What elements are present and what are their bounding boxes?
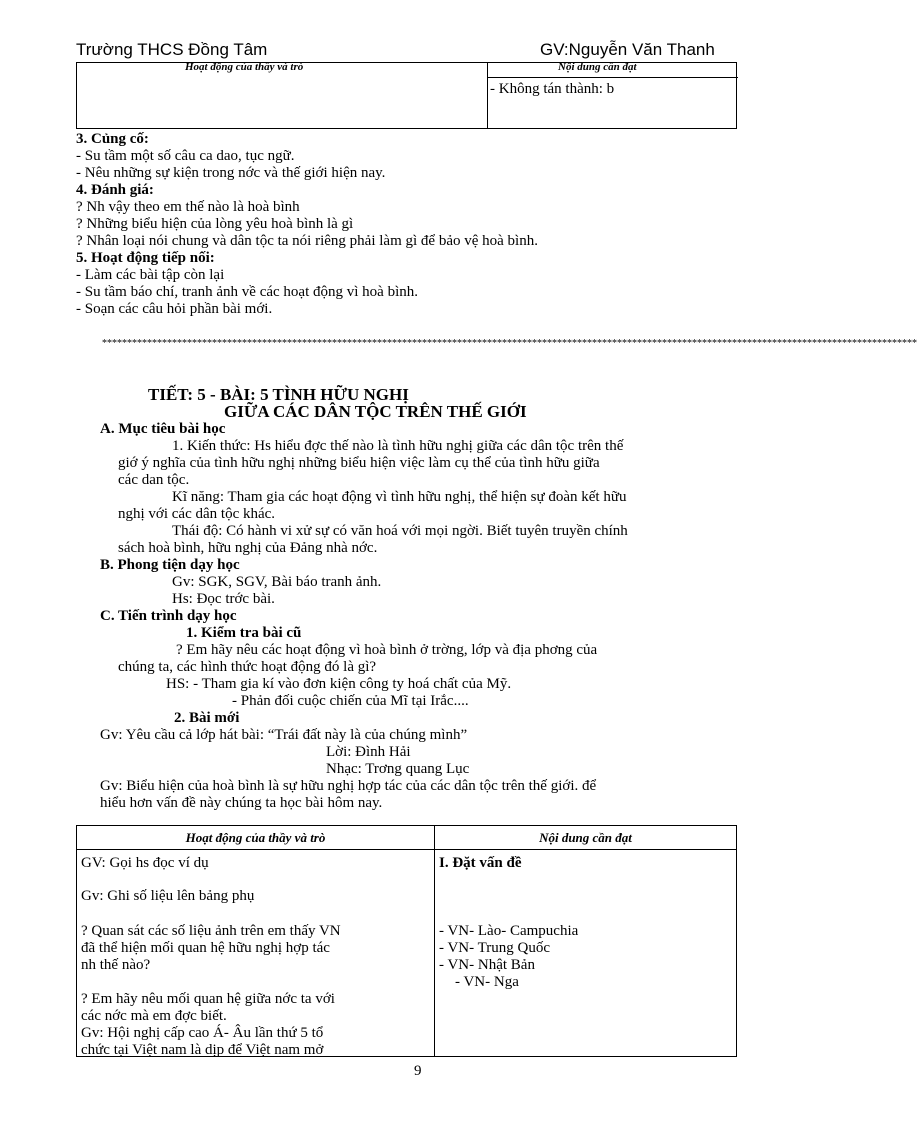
section-b-line: Gv: SGK, SGV, Bài báo tranh ảnh.: [172, 574, 382, 590]
lesson-title-line1: TIẾT: 5 - BÀI: 5 TÌNH HỮU NGHỊ: [148, 385, 409, 404]
section5-line: - Soạn các câu hỏi phần bài mới.: [76, 301, 273, 317]
teacher-name: GV:Nguyễn Văn Thanh: [540, 40, 715, 59]
section5-title: 5. Hoạt động tiếp nối:: [76, 250, 215, 266]
activity-left-line: Gv: Ghi số liệu lên bảng phụ: [81, 888, 255, 904]
activity-col-right-heading: Nội dung cần đạt: [539, 829, 632, 845]
activity-col-left-heading: Hoạt động của thầy và trò: [185, 829, 326, 845]
section4-line: ? Nh vậy theo em thế nào là hoà bình: [76, 199, 300, 215]
activity-left-line: ? Quan sát các số liệu ảnh trên em thấy VN: [81, 923, 341, 939]
top-table: [76, 62, 737, 129]
activity-right-line: - VN- Trung Quốc: [439, 940, 550, 956]
section-a-line: 1. Kiến thức: Hs hiểu đợc thế nào là tình hữu nghị giữa các dân tộc trên thế: [172, 438, 624, 454]
section-c1-line: ? Em hãy nêu các hoạt động vì hoà bình ở trờng, lớp và địa phơng của: [176, 642, 598, 658]
activity-right-title: I. Đặt vấn đề: [439, 855, 522, 871]
top-table-left-cell: [77, 63, 488, 129]
section-c2-title: 2. Bài mới: [174, 710, 240, 726]
activity-left-line: ? Em hãy nêu mối quan hệ giữa nớc ta với: [81, 991, 335, 1007]
activity-left-line: đã thể hiện mối quan hệ hữu nghị hợp tác: [81, 940, 330, 956]
section-c1-title: 1. Kiểm tra bài cũ: [186, 625, 302, 641]
lesson-title-line2: GIỮA CÁC DÂN TỘC TRÊN THẾ GIỚI: [224, 402, 527, 421]
section-c2-line: Gv: Yêu cầu cả lớp hát bài: “Trái đất này là của chúng mình”: [100, 727, 468, 743]
top-col-right-heading: Nội dung cần đạt: [558, 61, 637, 73]
section-a-line: Thái độ: Có hành vi xử sự có văn hoá với mọi ngời. Biết tuyên truyền chính: [172, 523, 628, 539]
section4-line: ? Những biểu hiện của lòng yêu hoà bình là gì: [76, 216, 354, 232]
section-a-line: Kĩ năng: Tham gia các hoạt động vì tình hữu nghị, thể hiện sự đoàn kết hữu: [172, 489, 627, 505]
section5-line: - Su tầm báo chí, tranh ảnh về các hoạt động vì hoà bình.: [76, 284, 418, 300]
section-a-line: nghị với các dân tộc khác.: [118, 506, 276, 522]
section-c1-line: chúng ta, các hình thức hoạt động đó là gì?: [118, 659, 377, 675]
activity-left-cell: [77, 850, 435, 1057]
section4-title: 4. Đánh giá:: [76, 182, 154, 198]
activity-left-line: nh thế nào?: [81, 957, 151, 973]
section-c2-line: Nhạc: Trơng quang Lục: [326, 761, 470, 777]
activity-left-line: chức tại Việt nam là dịp để Việt nam mở: [81, 1042, 324, 1058]
section3-title: 3. Củng cố:: [76, 131, 149, 147]
section3-line: - Nêu những sự kiện trong nớc và thế giới hiện nay.: [76, 165, 386, 181]
activity-left-line: GV: Gọi hs đọc ví dụ: [81, 855, 209, 871]
activity-left-line: Gv: Hội nghị cấp cao Á- Âu lần thứ 5 tổ: [81, 1025, 324, 1041]
section5-line: - Làm các bài tập còn lại: [76, 267, 225, 283]
section-c1-line: - Phản đối cuộc chiến của Mĩ tại Irắc....: [232, 693, 469, 709]
activity-right-line: - VN- Nga: [455, 974, 519, 990]
page-number: 9: [414, 1063, 422, 1079]
section-a-line: sách hoà bình, hữu nghị của Đảng nhà nớc.: [118, 540, 378, 556]
section-c2-line: Gv: Biểu hiện của hoà bình là sự hữu nghị hợp tác của các dân tộc trên thế giới. để: [100, 778, 597, 794]
school-name: Trường THCS Đồng Tâm: [76, 40, 268, 59]
section-b-line: Hs: Đọc trớc bài.: [172, 591, 275, 607]
section4-line: ? Nhân loại nói chung và dân tộc ta nói riêng phải làm gì để bảo vệ hoà bình.: [76, 233, 538, 249]
top-right-text: - Không tán thành: b: [490, 81, 615, 97]
activity-table-header-left: [77, 826, 435, 850]
activity-table: [76, 825, 737, 1057]
section-a-title: A. Mục tiêu bài học: [100, 421, 226, 437]
activity-right-cell: [435, 850, 737, 1057]
section-a-line: giớ ý nghĩa của tình hữu nghị những biểu hiện việc làm cụ thể của tình hữu giữa: [118, 455, 600, 471]
section-a-line: các dan tộc.: [118, 472, 190, 488]
section-c2-line: Lời: Đình Hải: [326, 744, 411, 760]
section3-line: - Su tầm một số câu ca dao, tục ngữ.: [76, 148, 295, 164]
activity-table-header-right: [435, 826, 737, 850]
section-c1-line: HS: - Tham gia kí vào đơn kiện công ty hoá chất của Mỹ.: [166, 676, 512, 692]
activity-right-line: - VN- Nhật Bản: [439, 957, 535, 973]
activity-right-line: - VN- Lào- Campuchia: [439, 923, 579, 939]
activity-left-line: các nớc mà em đợc biết.: [81, 1008, 227, 1024]
separator-stars: *******************************************************************************************************************************************************************: [102, 338, 917, 349]
section-c2-line: hiểu hơn vấn đề này chúng ta học bài hôm nay.: [100, 795, 383, 811]
section-c-title: C. Tiến trình dạy học: [100, 608, 237, 624]
section-b-title: B. Phong tiện dạy học: [100, 557, 240, 573]
top-table-right-cell: [488, 63, 737, 129]
top-col-left-heading: Hoạt động của thầy và trò: [185, 61, 304, 73]
